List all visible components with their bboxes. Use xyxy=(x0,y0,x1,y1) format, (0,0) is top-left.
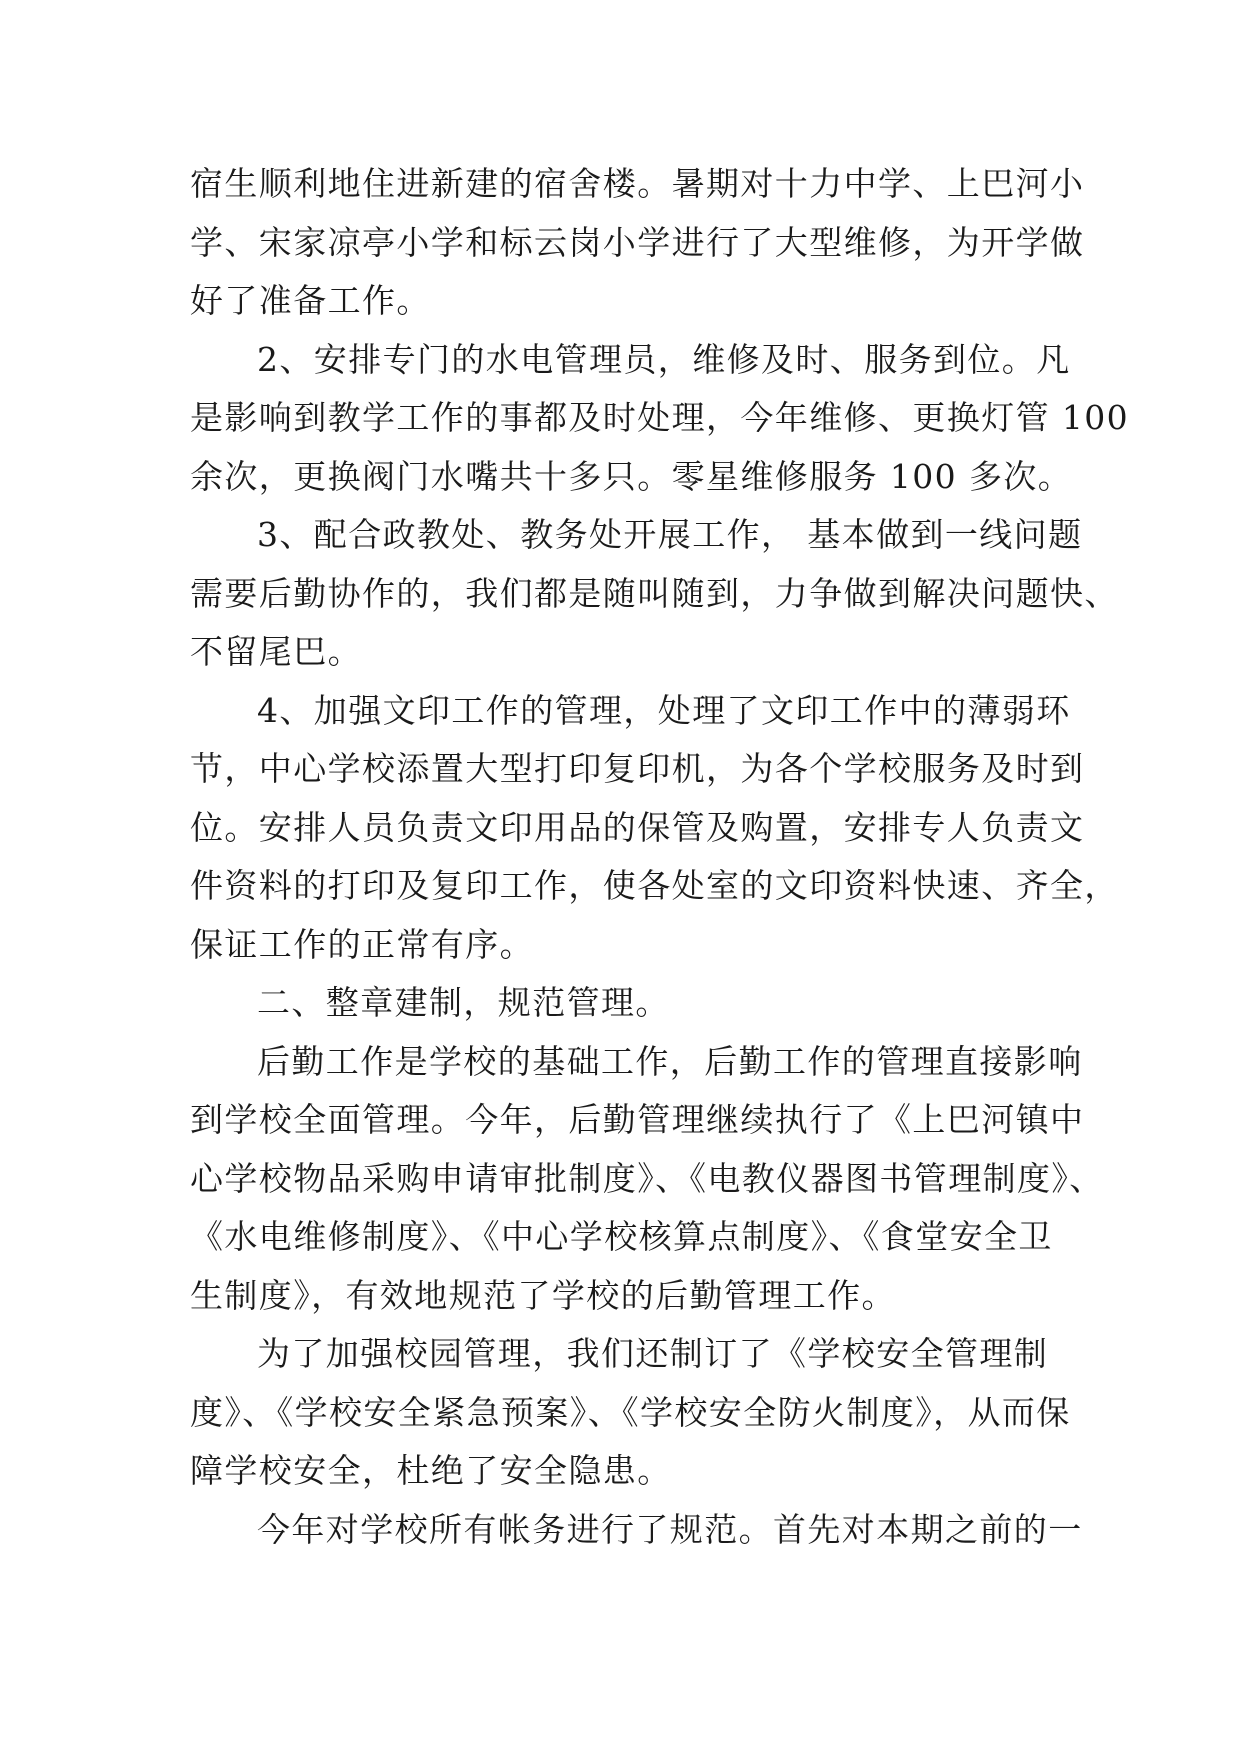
text-line: 好了准备工作。 xyxy=(190,281,431,320)
text-line: 不留尾巴。 xyxy=(190,632,362,671)
text-line: 心学校物品采购申请审批制度》、《电教仪器图书管理制度》、 xyxy=(190,1158,1104,1198)
text-line: 学、宋家凉亭小学和标云岗小学进行了大型维修，为开学做 xyxy=(190,222,1085,262)
text-line: 到学校全面管理。今年，后勤管理继续执行了《上巴河镇中 xyxy=(190,1100,1085,1139)
text-line: 是影响到教学工作的事都及时处理，今年维修、更换灯管 100 xyxy=(190,398,1130,437)
text-line: 余次，更换阀门水嘴共十多只。零星维修服务 100 多次。 xyxy=(190,456,1073,496)
text-line: 4、加强文印工作的管理，处理了文印工作中的薄弱环 xyxy=(257,690,1071,730)
text-line: 需要后勤协作的，我们都是随叫随到，力争做到解决问题快、 xyxy=(190,573,1119,613)
text-line: 宿生顺利地住进新建的宿舍楼。暑期对十力中学、上巴河小 xyxy=(190,164,1085,203)
text-line: 节，中心学校添置大型打印复印机，为各个学校服务及时到 xyxy=(190,749,1085,788)
text-line: 件资料的打印及复印工作，使各处室的文印资料快速、齐全， xyxy=(190,866,1119,905)
text-line: 今年对学校所有帐务进行了规范。首先对本期之前的一 xyxy=(257,1509,1083,1549)
text-line: 后勤工作是学校的基础工作，后勤工作的管理直接影响 xyxy=(257,1041,1083,1081)
text-line: 为了加强校园管理，我们还制订了《学校安全管理制 xyxy=(257,1334,1049,1373)
text-line: 2、安排专门的水电管理员，维修及时、服务到位。凡 xyxy=(257,339,1071,379)
text-line: 位。安排人员负责文印用品的保管及购置，安排专人负责文 xyxy=(190,807,1085,847)
text-line: 障学校安全，杜绝了安全隐患。 xyxy=(190,1451,672,1490)
text-line: 保证工作的正常有序。 xyxy=(190,924,534,964)
text-line: 度》、《学校安全紧急预案》、《学校安全防火制度》，从而保 xyxy=(190,1392,1071,1432)
document-body xyxy=(190,155,1130,1559)
text-line: 3、配合政教处、教务处开展工作， 基本做到一线问题 xyxy=(257,515,1083,554)
text-line: 生制度》，有效地规范了学校的后勤管理工作。 xyxy=(190,1275,896,1315)
text-line: 二、整章建制，规范管理。 xyxy=(257,983,670,1022)
text-line: 《水电维修制度》、《中心学校核算点制度》、《食堂安全卫 xyxy=(190,1217,1053,1256)
